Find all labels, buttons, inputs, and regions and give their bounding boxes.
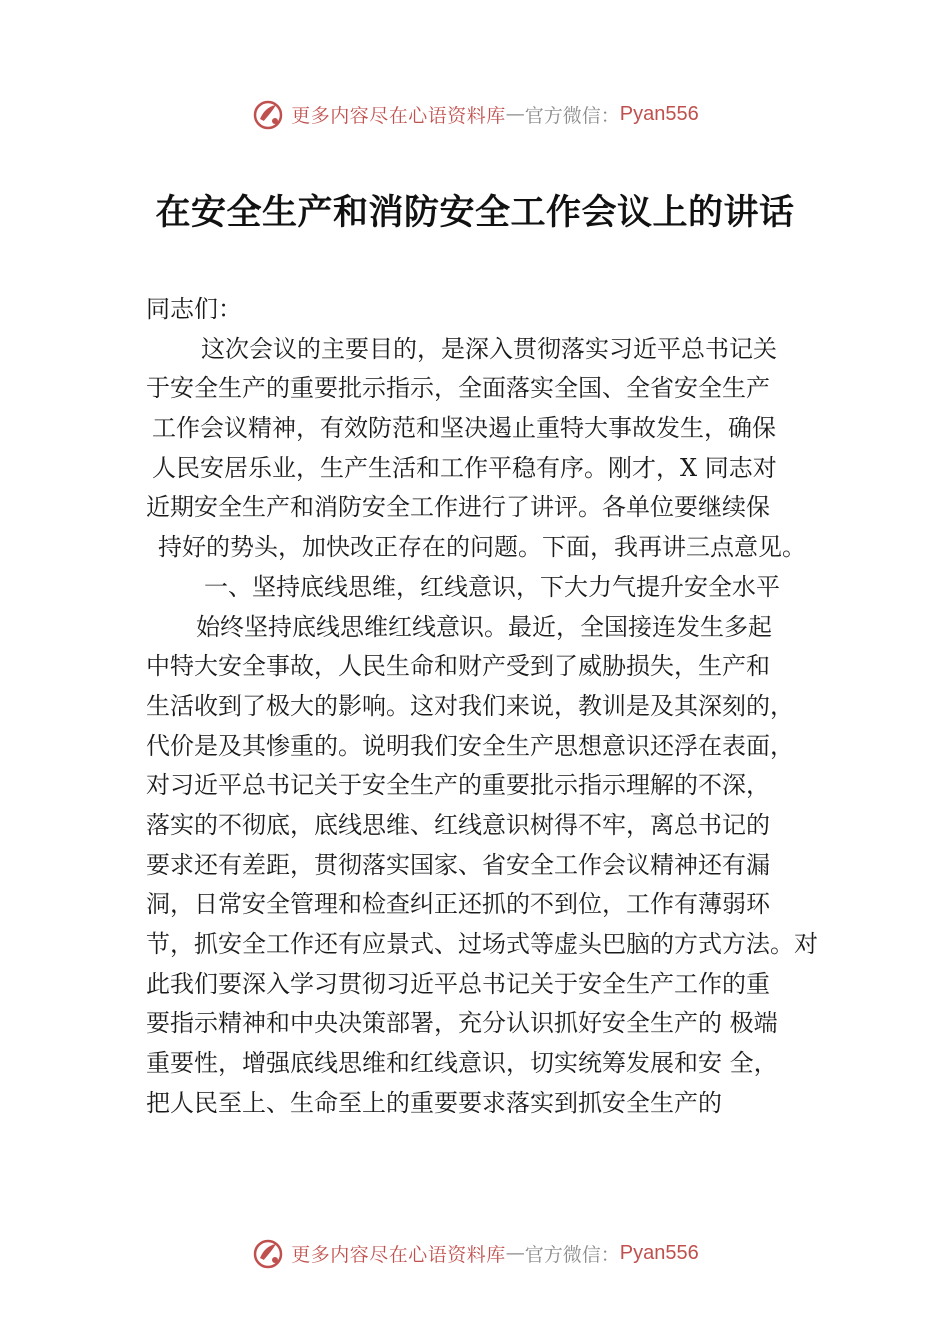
logo-icon xyxy=(251,1236,285,1270)
body-line: 中特大安全事故，人民生命和财产受到了威胁损失，生产和 xyxy=(146,652,770,681)
banner-library-text: 更多内容尽在心语资料库 xyxy=(291,104,506,127)
body-line: 近期安全生产和消防安全工作进行了讲评。各单位要继续保 xyxy=(146,493,770,522)
body-line: 对习近平总书记关于安全生产的重要批示指示理解的不深， xyxy=(146,771,770,800)
banner-wechat-label: 官方微信： xyxy=(524,104,620,127)
body-line: 持好的势头，加快改正存在的问题。下面，我再讲三点意见。 xyxy=(158,533,806,562)
banner-library-text: 更多内容尽在心语资料库 xyxy=(291,1243,506,1266)
body-line: 节，抓安全工作还有应景式、过场式等虚头巴脑的方式方法。对 xyxy=(146,930,818,958)
body-line: 重要性，增强底线思维和红线意识，切实统筹发展和安 全， xyxy=(146,1049,778,1078)
body-line: 工作会议精神，有效防范和坚决遏止重特大事故发生，确保 xyxy=(152,414,776,443)
logo-icon xyxy=(251,97,285,131)
body-line: 人民安居乐业，生产生活和工作平稳有序。刚才，X 同志对 xyxy=(152,453,777,482)
banner-dash: — xyxy=(505,1242,525,1264)
body-line: 洞，日常安全管理和检查纠正还抓的不到位，工作有薄弱环 xyxy=(146,890,770,919)
body-line: 要求还有差距，贯彻落实国家、省安全工作会议精神还有漏 xyxy=(146,850,770,879)
body-line: 生活收到了极大的影响。这对我们来说，教训是及其深刻的， xyxy=(146,691,794,720)
body-line: 要指示精神和中央决策部署，充分认识抓好安全生产的 极端 xyxy=(146,1009,778,1038)
banner-wechat-id: Pyan556 xyxy=(619,1241,699,1264)
body-line: 一、坚持底线思维，红线意识，下大力气提升安全水平 xyxy=(204,572,780,601)
body-line: 于安全生产的重要批示指示，全面落实全国、全省安全生产 xyxy=(146,374,770,403)
header-banner xyxy=(0,94,950,134)
footer-banner xyxy=(0,1233,950,1273)
document-title: 在安全生产和消防安全工作会议上的讲话 xyxy=(155,192,795,233)
banner-wechat-label: 官方微信： xyxy=(524,1243,620,1266)
body-line: 把人民至上、生命至上的重要要求落实到抓安全生产的 xyxy=(146,1088,722,1117)
document-body xyxy=(146,290,836,1123)
salutation: 同志们： xyxy=(146,295,242,323)
body-line: 这次会议的主要目的，是深入贯彻落实习近平总书记关 xyxy=(201,334,777,363)
body-line: 代价是及其惨重的。说明我们安全生产思想意识还浮在表面， xyxy=(146,731,794,760)
banner-wechat-id: Pyan556 xyxy=(619,102,699,125)
body-line: 此我们要深入学习贯彻习近平总书记关于安全生产工作的重 xyxy=(146,969,770,998)
body-line: 落实的不彻底，底线思维、红线意识树得不牢，离总书记的 xyxy=(146,810,770,839)
body-line: 始终坚持底线思维红线意识。最近，全国接连发生多起 xyxy=(196,612,772,641)
banner-dash: — xyxy=(505,103,525,125)
